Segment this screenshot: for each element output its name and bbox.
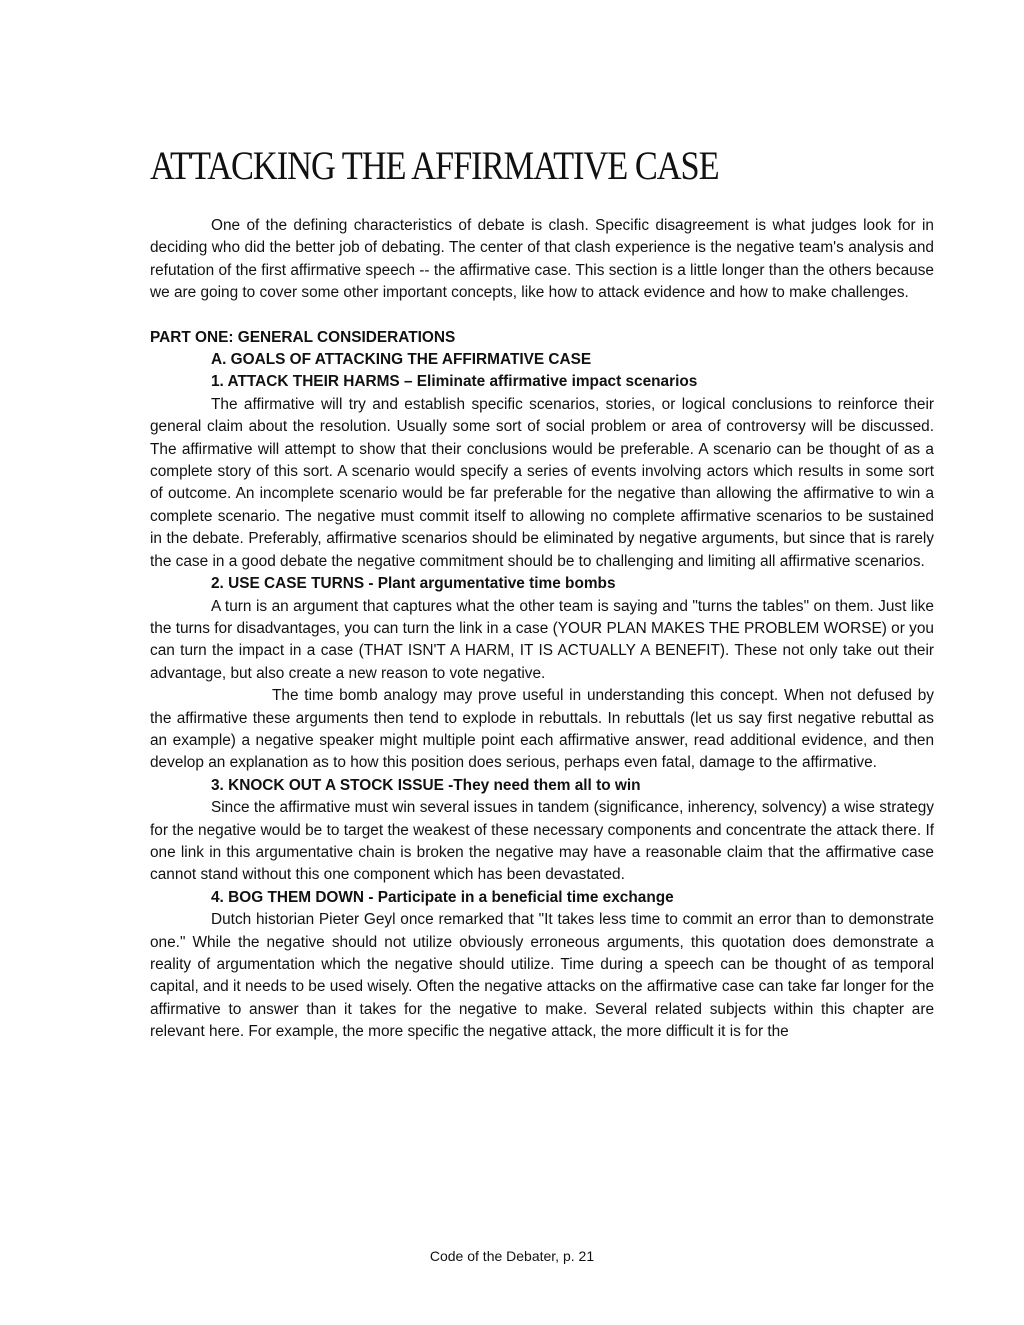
page-title: ATTACKING THE AFFIRMATIVE CASE [150,143,719,188]
item-2-heading: 2. USE CASE TURNS - Plant argumentative time bombs [211,575,616,593]
part-one-heading: PART ONE: GENERAL CONSIDERATIONS [150,328,456,346]
item-3-heading: 3. KNOCK OUT A STOCK ISSUE -They need them all to win [211,776,641,794]
item-2-paragraph-1: A turn is an argument that captures what the other team is saying and "turns the tables" on them. Just like the turns for disadvantages, you can turn the link in a case (YOUR PLAN MAKES THE PROBLEM WORSE) or you can turn the impact in a case (THAT ISN'T A HARM, IT IS ACTUALLY A BENEFIT). These not only take out their advantage, but also create a new reason to vote negative. [150,597,934,682]
page-footer: Code of the Debater, p. 21 [429,1248,595,1264]
item-3-paragraph: Since the affirmative must win several issues in tandem (significance, inherency, solvency) a wise strategy for the negative would be to target the weakest of these necessary components and concentrate the attack there. If one link in this argumentative chain is broken the negative may have a reasonable claim that the affirmative case cannot stand without this one component which has been devastated. [150,799,934,884]
item-1-heading: 1. ATTACK THEIR HARMS – Eliminate affirmative impact scenarios [211,373,698,391]
item-2-paragraph-2: The time bomb analogy may prove useful in understanding this concept. When not defused by the affirmative these arguments then tend to explode in rebuttals. In rebuttals (let us say first negative rebuttal as an example) a negative speaker might multiple point each affirmative answer, read additional evidence, and then develop an explanation as to how this position does serious, perhaps even fatal, damage to the affirmative. [150,687,934,772]
document-body [150,215,934,1044]
item-1-paragraph: The affirmative will try and establish specific scenarios, stories, or logical conclusions to reinforce their general claim about the resolution. Usually some sort of social problem or area of controversy will be discussed. The affirmative will attempt to show that their conclusions would be preferable. A scenario can be thought of as a complete story of this sort. A scenario would specify a series of events involving actors which results in some sort of outcome. An incomplete scenario would be far preferable for the negative than allowing the affirmative to win a complete scenario. The negative must commit itself to allowing no complete affirmative scenarios to be sustained in the debate. Preferably, affirmative scenarios should be eliminated by negative arguments, but since that is rarely the case in a good debate the negative commitment should be to challenging and limiting all affirmative scenarios. [150,395,934,570]
intro-paragraph: One of the defining characteristics of debate is clash. Specific disagreement is what judges look for in deciding who did the better job of debating. The center of that clash experience is the negative team's analysis and refutation of the first affirmative speech -- the affirmative case. This section is a little longer than the others because we are going to cover some other important concepts, like how to attack evidence and how to make challenges. [150,217,934,302]
section-a-heading: A. GOALS OF ATTACKING THE AFFIRMATIVE CASE [211,351,592,369]
item-4-heading: 4. BOG THEM DOWN - Participate in a beneficial time exchange [211,888,674,906]
spacer [150,305,934,327]
item-4-paragraph: Dutch historian Pieter Geyl once remarked that "It takes less time to commit an error than to demonstrate one." While the negative should not utilize obviously erroneous arguments, this quotation does demonstrate a reality of argumentation which the negative should utilize. Time during a speech can be thought of as temporal capital, and it needs to be used wisely. Often the negative attacks on the affirmative case can take far longer for the affirmative to answer than it takes for the negative to make. Several related subjects within this chapter are relevant here. For example, the more specific the negative attack, the more difficult it is for the [150,911,934,1041]
